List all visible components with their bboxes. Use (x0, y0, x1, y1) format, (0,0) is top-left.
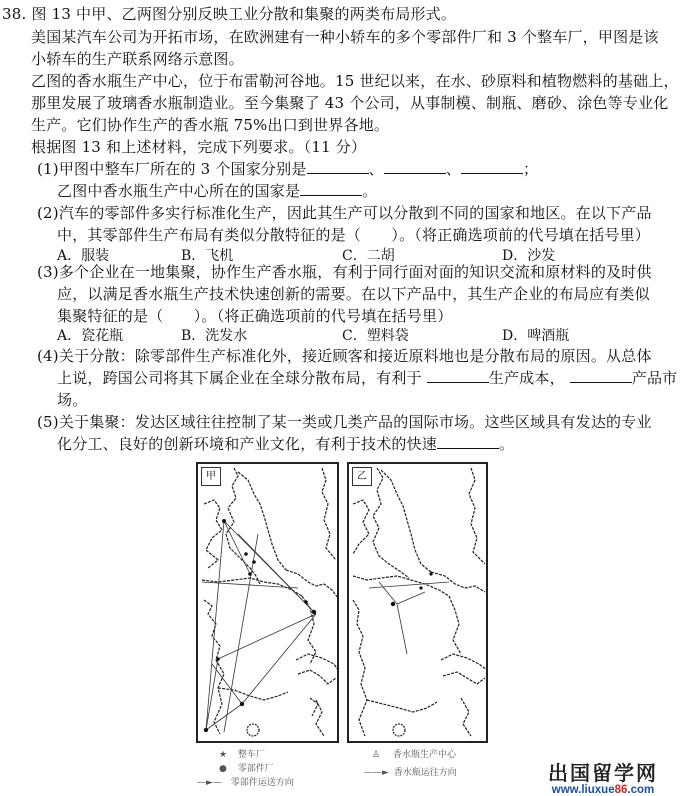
europe-coastline-map (198, 464, 341, 745)
paragraph-1-line-2: 小轿车的生产联系网络示意图。 (31, 50, 244, 68)
arrow-line-icon: —►— (197, 778, 222, 788)
answer-blank-country-3[interactable] (461, 159, 523, 174)
separator: 、 (368, 160, 384, 178)
map-label-jia: 甲 (201, 467, 221, 486)
map-jia-dispersion (196, 462, 339, 743)
subquestion-5-line-1: (5)关于集聚：发达区域往往控制了某一类或几类产品的国际市场。这些区域具有发达的专业 (37, 413, 652, 431)
subquestion-1-text: (1)甲图中整车厂所在的 3 个国家分别是 (37, 160, 307, 178)
watermark-logo (548, 757, 658, 796)
paragraph-1-line-1: 美国某汽车公司为开拓市场，在欧洲建有一种小轿车的多个零部件厂和 3 个整车厂，甲图是该 (31, 28, 659, 46)
paragraph-2-line-3: 生产。它们协作生产的香水瓶 75%出口到世界各地。 (31, 116, 390, 134)
option-c[interactable]: C．二胡 (342, 248, 395, 264)
legend-item-assembly-plant: ★ 整车厂 (219, 750, 265, 760)
map-label-yi: 乙 (352, 467, 372, 486)
answer-blank-country-1[interactable] (307, 159, 369, 174)
dot-icon: ● (219, 764, 227, 774)
subquestion-1-line-1 (37, 159, 538, 179)
task-instruction: 根据图 13 和上述材料，完成下列要求。（11 分） (31, 138, 367, 156)
answer-blank-perfume-country[interactable] (300, 181, 362, 196)
subquestion-5-line-2 (57, 434, 514, 454)
option-d[interactable]: D．沙发 (502, 248, 556, 264)
arrow-line-icon: ——► (364, 768, 389, 778)
watermark-title: 出国留学网 (548, 761, 658, 785)
answer-blank-technology[interactable] (437, 434, 499, 449)
legend-item-parts-plant: ● 零部件厂 (219, 764, 274, 774)
subquestion-4-line-1: (4)关于分散：除零部件生产标准化外，接近顾客和接近原料地也是分散布局的原因。从总体 (37, 347, 652, 365)
star-icon: ★ (219, 750, 228, 760)
subquestion-1-text-2: 乙图中香水瓶生产中心所在的国家是 (57, 182, 301, 200)
subquestion-3-line-3: 集聚特征的是（ ）。（将正确选项前的代号填在括号里） (57, 307, 453, 325)
paragraph-2-line-1: 乙图的香水瓶生产中心，位于布雷勒河谷地。15 世纪以来，在水、砂原料和植物燃料的基础上， (31, 72, 679, 90)
map-yi-agglomeration (347, 462, 488, 743)
legend-item-perfume-route: ——► 香水瓶运往方向 (364, 768, 457, 778)
subquestion-4-line-2 (57, 368, 677, 388)
subquestion-2-line-1: (2)汽车的零部件多实行标准化生产，因此其生产可以分散到不同的国家和地区。在以下产品 (37, 204, 652, 222)
legend-item-perfume-center: ♙ 香水瓶生产中心 (372, 750, 456, 760)
subquestion-1-line-2 (57, 181, 377, 201)
subquestion-4-text: 上说，跨国公司将其下属企业在全球分散布局，有利于 (57, 369, 422, 387)
punctuation: ； (522, 160, 539, 178)
subquestion-4-line-3: 场。 (57, 391, 88, 409)
legend-item-parts-route: —►— 零部件运送方向 (197, 778, 294, 788)
europe-coastline-map (349, 464, 490, 745)
subquestion-4-text-c: 产品市 (631, 369, 678, 387)
answer-blank-cost[interactable] (427, 368, 489, 383)
option-a[interactable]: A．瓷花瓶 (57, 328, 124, 344)
subquestion-3-line-1: (3)多个企业在一地集聚，协作生产香水瓶，有利于同行面对面的知识交流和原材料的及时供 (37, 263, 652, 281)
paragraph-2-line-2: 那里发展了玻璃香水瓶制造业。至今集聚了 43 个公司，从事制模、制瓶、磨砂、涂色等专业化 (31, 94, 669, 112)
separator: 、 (445, 160, 461, 178)
bottle-icon: ♙ (372, 750, 381, 760)
option-c[interactable]: C．塑料袋 (342, 328, 409, 344)
subquestion-3-line-2: 应，以满足香水瓶生产技术快速创新的需要。在以下产品中，其生产企业的布局应有类似 (57, 285, 650, 303)
subquestion-5-text: 化分工、良好的创新环境和产业文化，有利于技术的快速 (57, 435, 438, 453)
answer-blank-market[interactable] (570, 368, 632, 383)
subquestion-2-line-2: 中，其零部件生产布局有类似分散特征的是（ ）。（将正确选项前的代号填在括号里） (57, 226, 651, 244)
watermark-url: www.liuxue86.com (551, 784, 655, 796)
question-intro: 图 13 中甲、乙两图分别反映工业分散和集聚的两类布局形式。 (31, 5, 457, 23)
answer-blank-country-2[interactable] (384, 159, 446, 174)
question-number: 38. (2, 5, 27, 23)
option-d[interactable]: D．啤酒瓶 (502, 328, 570, 344)
question-header (2, 4, 456, 24)
option-b[interactable]: B．飞机 (181, 248, 234, 264)
punctuation: 。 (362, 182, 378, 200)
option-b[interactable]: B．洗发水 (181, 328, 248, 344)
option-a[interactable]: A．服装 (57, 248, 110, 264)
punctuation: 。 (499, 435, 515, 453)
subquestion-4-text-b: 生产成本， (488, 369, 565, 387)
